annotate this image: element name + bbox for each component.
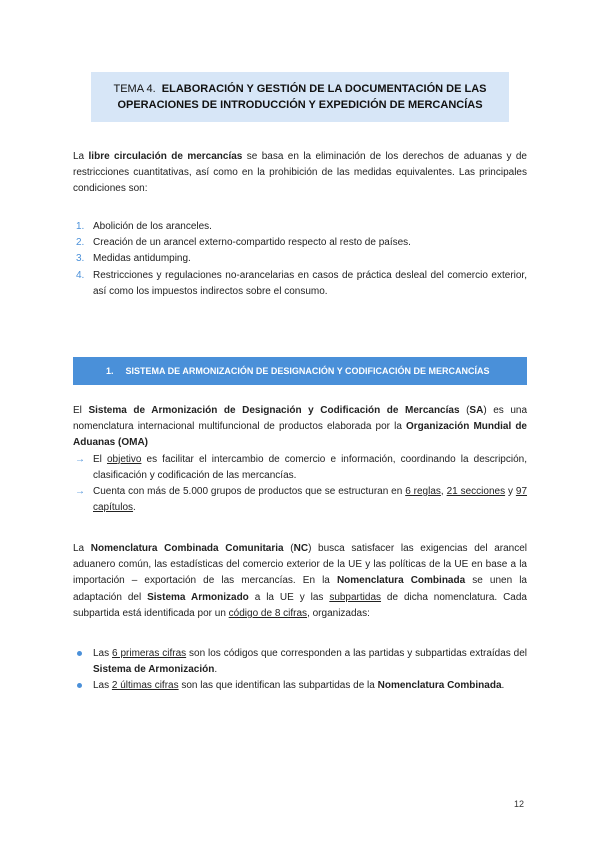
text: El — [73, 405, 89, 416]
list-text: Creación de un arancel externo-compartido respecto al resto de países. — [93, 237, 411, 249]
text: ( — [459, 405, 470, 416]
conditions-list — [73, 219, 527, 300]
text: de dicha nomenclatura. Cada subpartida está identificada por un — [73, 591, 527, 619]
text: , organizadas: — [307, 607, 370, 619]
list-number: 2. — [76, 237, 85, 249]
text: son las que identifican las subpartidas de la — [178, 680, 378, 692]
chapter-title-line2 — [117, 97, 482, 114]
bold-term: Organización Mundial de Aduanas (OMA) — [73, 421, 527, 449]
list-item — [73, 484, 527, 516]
nc-bullet-list — [73, 646, 527, 695]
list-text: Medidas antidumping. — [93, 253, 191, 265]
underlined-term: 6 primeras cifras — [112, 648, 187, 659]
list-number: 4. — [76, 269, 85, 281]
intro-paragraph — [73, 149, 527, 198]
bold-term: Nomenclatura Combinada — [336, 575, 466, 587]
underlined-term: 21 secciones — [446, 485, 506, 497]
text: ( — [283, 543, 294, 554]
underlined-term: objetivo — [106, 453, 142, 465]
list-text: Restricciones y regulaciones no-arancelarias en casos de práctica desleal del comercio exterior, así como los impuestos indirectos sobre el consumo. — [93, 269, 527, 297]
text: . — [133, 502, 136, 514]
list-item — [73, 235, 527, 251]
bold-term: libre circulación de mercancías — [88, 151, 243, 162]
underlined-term: 6 reglas — [405, 485, 441, 497]
text: se basa en la eliminación de los derechos de aduanas y de restricciones cuantitativas, así como en la prohibición de las medidas equivalentes. Las principales condiciones son: — [73, 151, 527, 195]
list-item — [73, 678, 527, 694]
text: Cuenta con más de 5.000 grupos de productos que se estructuran en — [93, 485, 406, 497]
bold-term: Nomenclatura Combinada — [377, 680, 502, 692]
bullet-dot-icon — [77, 651, 82, 656]
text: son los códigos que corresponden a las partidas y subpartidas extraídas del — [186, 648, 528, 659]
underlined-term: subpartidas — [329, 591, 382, 603]
bold-term: Sistema de Armonización de Designación y Codificación de Mercancías — [88, 405, 460, 416]
text: y — [505, 485, 516, 497]
chapter-title-line1 — [113, 81, 486, 98]
underlined-term: código de 8 cifras — [228, 607, 308, 619]
bold-term: SA — [469, 405, 484, 416]
bold-term: Sistema de Armonización — [93, 664, 215, 676]
sa-paragraph — [73, 403, 527, 516]
text: El — [93, 453, 107, 465]
list-item — [73, 219, 527, 235]
text: La — [73, 543, 91, 554]
text: se unen la adaptación del — [73, 575, 527, 603]
section-title: SISTEMA DE ARMONIZACIÓN DE DESIGNACIÓN Y CODIFICACIÓN DE MERCANCÍAS — [125, 365, 490, 376]
bold-term: Sistema Armonizado — [147, 591, 249, 603]
text: es facilitar el intercambio de comercio e información, coordinando la descripción, clasificación y codificación de las mercancías. — [93, 453, 527, 481]
bold-term: Nomenclatura Combinada Comunitaria — [90, 543, 284, 554]
chapter-title-text2: OPERACIONES DE INTRODUCCIÓN Y EXPEDICIÓN DE MERCANCÍAS — [117, 99, 483, 111]
text: Las — [93, 680, 112, 692]
underlined-term: 97 capítulos — [93, 485, 528, 514]
list-number: 1. — [76, 221, 85, 232]
list-item — [73, 268, 527, 300]
chapter-title — [91, 72, 509, 122]
list-number: 3. — [76, 253, 85, 265]
section-number: 1. — [106, 365, 114, 376]
text: . — [214, 664, 218, 676]
text: , — [440, 485, 447, 497]
bullet-dot-icon — [77, 683, 82, 688]
list-text: Abolición de los aranceles. — [93, 221, 212, 232]
underlined-term: 2 últimas cifras — [111, 680, 179, 692]
sa-bullet-list — [73, 452, 527, 517]
section-heading — [73, 357, 527, 385]
page-number: 12 — [514, 799, 525, 809]
chapter-prefix: TEMA 4. — [113, 82, 156, 95]
list-item — [73, 452, 527, 484]
chapter-title-text1: ELABORACIÓN Y GESTIÓN DE LA DOCUMENTACIÓN DE LAS — [161, 82, 487, 95]
text: La — [73, 151, 89, 162]
bold-term: NC — [293, 543, 309, 554]
arrow-icon: → — [75, 485, 85, 497]
nc-paragraph — [73, 541, 527, 622]
arrow-icon: → — [75, 453, 85, 465]
text: Las — [93, 648, 113, 659]
text: ) busca satisfacer las exigencias del arancel aduanero común, las estadísticas del comercio exterior de la UE y las políticas de la UE en base a la importación – exportación de las mercancías. En la — [73, 543, 528, 587]
list-item — [73, 251, 527, 267]
text: ) es una nomenclatura internacional multifuncional de productos elaborada por la — [73, 405, 527, 433]
text: a la UE y las — [248, 591, 330, 603]
list-item — [73, 646, 527, 678]
text: . — [501, 680, 505, 692]
